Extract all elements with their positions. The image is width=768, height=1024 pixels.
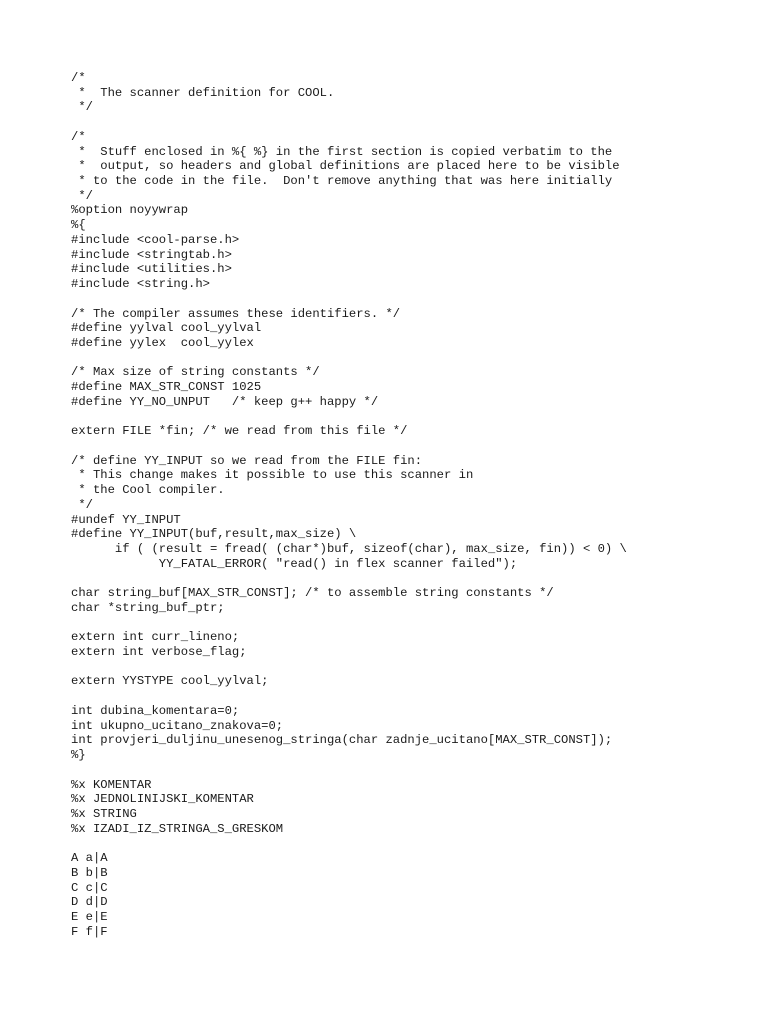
code-line: /* Max size of string constants */ (71, 365, 320, 380)
code-line: %option noyywrap (71, 203, 189, 218)
code-line (71, 410, 627, 425)
code-line: #define MAX_STR_CONST 1025 (71, 380, 262, 395)
code-line: %{ (71, 218, 86, 233)
code-line: * output, so headers and global definitions are placed here to be visible (71, 159, 620, 174)
code-line: int ukupno_ucitano_znakova=0; (71, 718, 284, 733)
code-line: C c|C (71, 880, 108, 895)
code-line: int provjeri_duljinu_unesenog_stringa(char zadnje_ucitano[MAX_STR_CONST]); (71, 733, 613, 748)
code-line: /* The compiler assumes these identifiers. */ (71, 306, 401, 321)
code-line: #include <utilities.h> (71, 262, 232, 277)
code-line: #define YY_INPUT(buf,result,max_size) \ (71, 527, 357, 542)
code-line: #define yylval cool_yylval (71, 321, 262, 336)
code-line: * This change makes it possible to use this scanner in (71, 468, 474, 483)
code-line: %x IZADI_IZ_STRINGA_S_GRESKOM (71, 821, 284, 836)
code-line: /* (71, 129, 86, 144)
code-line: %x JEDNOLINIJSKI_KOMENTAR (71, 792, 254, 807)
code-line: int dubina_komentara=0; (71, 703, 240, 718)
code-line (71, 763, 627, 778)
code-line: */ (71, 100, 93, 115)
code-line: /* define YY_INPUT so we read from the FILE fin: (71, 453, 423, 468)
code-line: #undef YY_INPUT (71, 512, 181, 527)
code-line: E e|E (71, 909, 108, 924)
code-line: F f|F (71, 924, 108, 939)
code-line: char *string_buf_ptr; (71, 600, 225, 615)
code-line: D d|D (71, 895, 108, 910)
code-line: extern int curr_lineno; (71, 630, 240, 645)
code-line: extern FILE *fin; /* we read from this file */ (71, 424, 408, 439)
code-line: */ (71, 188, 93, 203)
code-line: B b|B (71, 865, 108, 880)
code-line (71, 115, 627, 130)
code-line (71, 351, 627, 366)
code-line: #include <stringtab.h> (71, 247, 232, 262)
code-line: /* (71, 71, 86, 85)
code-listing (71, 71, 627, 939)
code-line: %} (71, 748, 86, 763)
code-line: if ( (result = fread( (char*)buf, sizeof(char), max_size, fin)) < 0) \ (71, 542, 627, 556)
code-line: %x KOMENTAR (71, 777, 152, 792)
code-line (71, 616, 627, 631)
code-line: extern int verbose_flag; (71, 645, 247, 660)
code-line: A a|A (71, 851, 108, 866)
code-line: #include <cool-parse.h> (71, 232, 240, 247)
code-line (71, 571, 627, 586)
code-line (71, 292, 627, 307)
code-line: char string_buf[MAX_STR_CONST]; /* to assemble string constants */ (71, 586, 554, 601)
code-line (71, 689, 627, 704)
code-line: #include <string.h> (71, 277, 210, 292)
code-line: #define yylex cool_yylex (71, 335, 254, 350)
code-line (71, 660, 627, 675)
code-line (71, 439, 627, 454)
code-line: %x STRING (71, 806, 137, 821)
code-line: YY_FATAL_ERROR( "read() in flex scanner failed"); (71, 556, 518, 571)
code-line: extern YYSTYPE cool_yylval; (71, 674, 269, 689)
code-line: */ (71, 497, 93, 512)
code-line: * to the code in the file. Don't remove anything that was here initially (71, 174, 613, 189)
code-line: #define YY_NO_UNPUT /* keep g++ happy */ (71, 394, 379, 409)
code-line: * The scanner definition for COOL. (71, 85, 335, 100)
code-line (71, 836, 627, 851)
code-line: * Stuff enclosed in %{ %} in the first section is copied verbatim to the (71, 144, 613, 159)
code-line: * the Cool compiler. (71, 483, 225, 498)
